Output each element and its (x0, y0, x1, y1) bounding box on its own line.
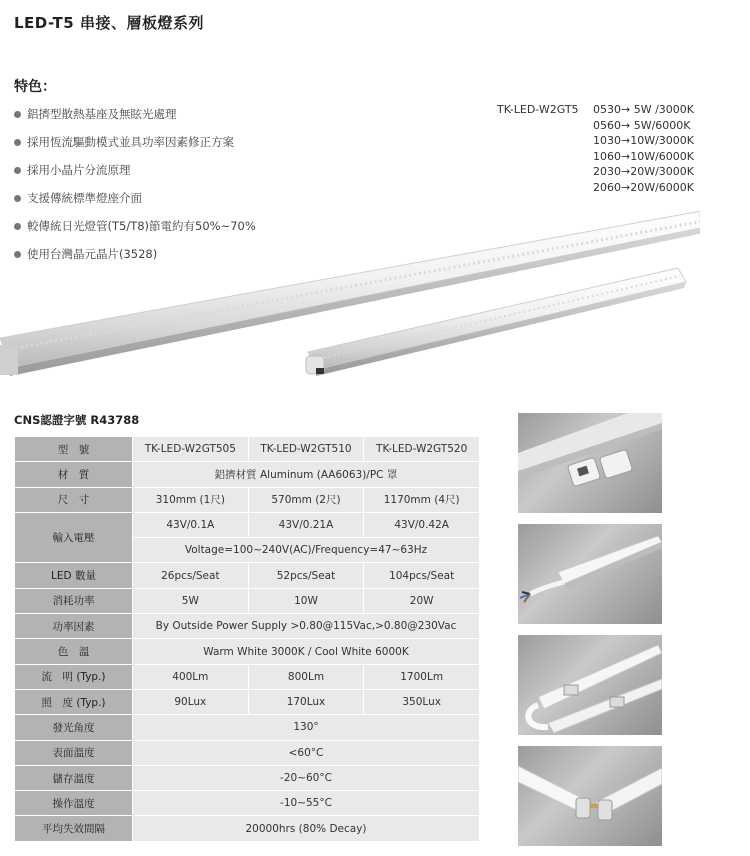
row-label: 尺 寸 (15, 487, 133, 512)
row-label: 照 度 (Typ.) (15, 689, 133, 714)
model-row: TK-LED-W2GT5 0530→ 5W /3000K (497, 103, 694, 116)
feature-item: 採用小晶片分流原理 (14, 156, 256, 184)
table-cell: 90Lux (133, 689, 249, 714)
model-row: 1060→10W/6000K (593, 149, 694, 163)
feature-item: 支援傳統標準燈座介面 (14, 184, 256, 212)
table-cell: 310mm (1尺) (133, 487, 249, 512)
table-cell: 170Lux (248, 689, 364, 714)
table-cell: <60°C (133, 740, 480, 765)
table-cell: TK-LED-W2GT510 (248, 437, 364, 462)
row-label: 流 明 (Typ.) (15, 664, 133, 689)
table-cell: 鋁擠材質 Aluminum (AA6063)/PC 罩 (133, 462, 480, 487)
bullet-icon (14, 139, 21, 146)
row-label: 操作溫度 (15, 791, 133, 816)
model-row: 1030→10W/3000K (593, 134, 694, 148)
table-cell: 5W (133, 588, 249, 613)
table-cell: 350Lux (364, 689, 480, 714)
table-cell: By Outside Power Supply >0.80@115Vac,>0.80@230Vac (133, 614, 480, 639)
table-cell: 43V/0.42A (364, 512, 480, 537)
features-heading: 特色： (14, 79, 56, 95)
table-row (15, 765, 480, 790)
table-cell: 130° (133, 715, 480, 740)
model-row: 2030→20W/3000K (593, 165, 694, 179)
table-row (15, 791, 480, 816)
row-label: 表面溫度 (15, 740, 133, 765)
row-label: 功率因素 (15, 614, 133, 639)
row-label: 輸入電壓 (15, 512, 133, 563)
product-photos (518, 413, 662, 856)
table-row (15, 512, 480, 537)
table-cell: TK-LED-W2GT520 (364, 437, 480, 462)
table-cell: 1700Lm (364, 664, 480, 689)
product-photo-ends (518, 746, 662, 846)
table-row (15, 740, 480, 765)
product-photo-connectors (518, 635, 662, 735)
feature-item: 較傳統日光燈管(T5/T8)節電約有50%~70% (14, 212, 256, 240)
table-cell: Warm White 3000K / Cool White 6000K (133, 639, 480, 664)
row-label: 發光角度 (15, 715, 133, 740)
table-cell: 20000hrs (80% Decay) (133, 816, 480, 841)
model-row: 0560→ 5W/6000K (593, 118, 691, 132)
table-row (15, 639, 480, 664)
model-list (497, 102, 694, 196)
feature-item: 鋁擠型散熱基座及無眩光處理 (14, 100, 256, 128)
table-row (15, 715, 480, 740)
table-cell: 52pcs/Seat (248, 563, 364, 588)
table-cell: TK-LED-W2GT505 (133, 437, 249, 462)
table-cell: 20W (364, 588, 480, 613)
table-cell: 1170mm (4尺) (364, 487, 480, 512)
table-cell: -20~60°C (133, 765, 480, 790)
table-cell: 26pcs/Seat (133, 563, 249, 588)
table-cell: Voltage=100~240V(AC)/Frequency=47~63Hz (133, 538, 480, 563)
model-row: 2060→20W/6000K (593, 180, 694, 194)
table-row (15, 614, 480, 639)
row-label: LED 數量 (15, 563, 133, 588)
row-label: 儲存溫度 (15, 765, 133, 790)
page-title: LED-T5 串接、層板燈系列 (14, 14, 204, 32)
table-row (15, 487, 480, 512)
table-row (15, 437, 480, 462)
table-row (15, 816, 480, 841)
table-cell: -10~55°C (133, 791, 480, 816)
feature-item: 使用台灣晶元晶片(3528) (14, 240, 256, 268)
feature-item: 採用恆流驅動模式並具功率因素修正方案 (14, 128, 256, 156)
row-label: 平均失效間隔 (15, 816, 133, 841)
row-label: 消耗功率 (15, 588, 133, 613)
row-label: 色 溫 (15, 639, 133, 664)
table-cell: 400Lm (133, 664, 249, 689)
table-row (15, 664, 480, 689)
led-tube-illustration (0, 200, 700, 390)
bullet-icon (14, 111, 21, 118)
row-label: 材 質 (15, 462, 133, 487)
row-label: 型 號 (15, 437, 133, 462)
table-cell: 10W (248, 588, 364, 613)
spec-table (14, 436, 480, 842)
model-prefix: TK-LED-W2GT5 (497, 103, 579, 116)
table-cell: 43V/0.21A (248, 512, 364, 537)
table-row (15, 689, 480, 714)
table-cell: 43V/0.1A (133, 512, 249, 537)
table-row (15, 563, 480, 588)
table-row (15, 462, 480, 487)
cert-number: CNS認證字號 R43788 (14, 413, 140, 427)
table-cell: 104pcs/Seat (364, 563, 480, 588)
table-cell: 800Lm (248, 664, 364, 689)
table-row (15, 588, 480, 613)
bullet-icon (14, 167, 21, 174)
product-photo-cable (518, 524, 662, 624)
product-photo-clips (518, 413, 662, 513)
table-cell: 570mm (2尺) (248, 487, 364, 512)
